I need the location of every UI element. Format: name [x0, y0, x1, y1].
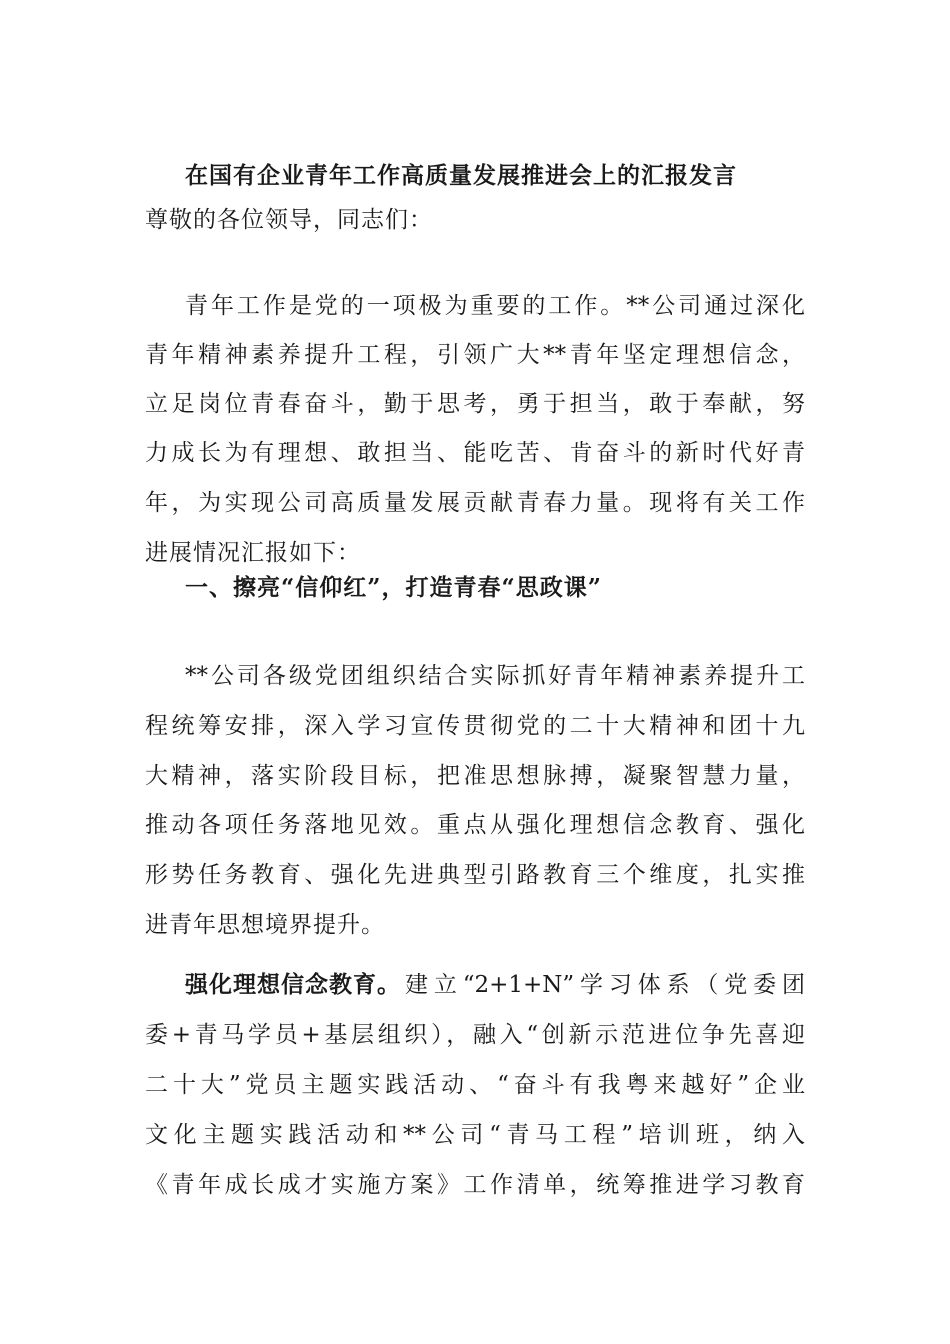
- paragraph-line: 大精神，落实阶段目标，把准思想脉搏，凝聚智慧力量，: [145, 763, 805, 789]
- paragraph-line: 青年工作是党的一项极为重要的工作。**公司通过深化: [185, 293, 805, 319]
- paragraph-line: 进展情况汇报如下：: [145, 540, 361, 566]
- paragraph-line: 文化主题实践活动和**公司“青马工程”培训班，纳入: [145, 1122, 805, 1148]
- paragraph-line: 立足岗位青春奋斗，勤于思考，勇于担当，敢于奉献，努: [145, 391, 805, 417]
- paragraph-line: 推动各项任务落地见效。重点从强化理想信念教育、强化: [145, 812, 805, 838]
- paragraph-line: 二十大”党员主题实践活动、“奋斗有我粤来越好”企业: [145, 1072, 805, 1098]
- paragraph-line: 委+青马学员+基层组织），融入“创新示范进位争先喜迎: [145, 1022, 805, 1048]
- section-heading: 一、擦亮“信仰红”，打造青春“思政课”: [185, 574, 602, 601]
- paragraph-line: 进青年思想境界提升。: [145, 912, 385, 938]
- paragraph-line: 《青年成长成才实施方案》工作清单，统筹推进学习教育: [145, 1172, 805, 1198]
- paragraph-lead-rest: 建立“2+1+N”学习体系（党委团: [405, 972, 805, 998]
- document-title: 在国有企业青年工作高质量发展推进会上的汇报发言: [185, 162, 737, 189]
- paragraph-line: **公司各级党团组织结合实际抓好青年精神素养提升工: [185, 663, 805, 689]
- paragraph-lead: 强化理想信念教育。: [185, 971, 401, 998]
- paragraph-line: 青年精神素养提升工程，引领广大**青年坚定理想信念，: [145, 342, 805, 368]
- paragraph-line: 年，为实现公司高质量发展贡献青春力量。现将有关工作: [145, 490, 805, 516]
- paragraph-line: 形势任务教育、强化先进典型引路教育三个维度，扎实推: [145, 862, 805, 888]
- salutation: 尊敬的各位领导，同志们：: [145, 207, 433, 233]
- paragraph-first-line: [185, 966, 805, 999]
- paragraph-line: 程统筹安排，深入学习宣传贯彻党的二十大精神和团十九: [145, 713, 805, 739]
- paragraph-line: 力成长为有理想、敢担当、能吃苦、肯奋斗的新时代好青: [145, 440, 805, 466]
